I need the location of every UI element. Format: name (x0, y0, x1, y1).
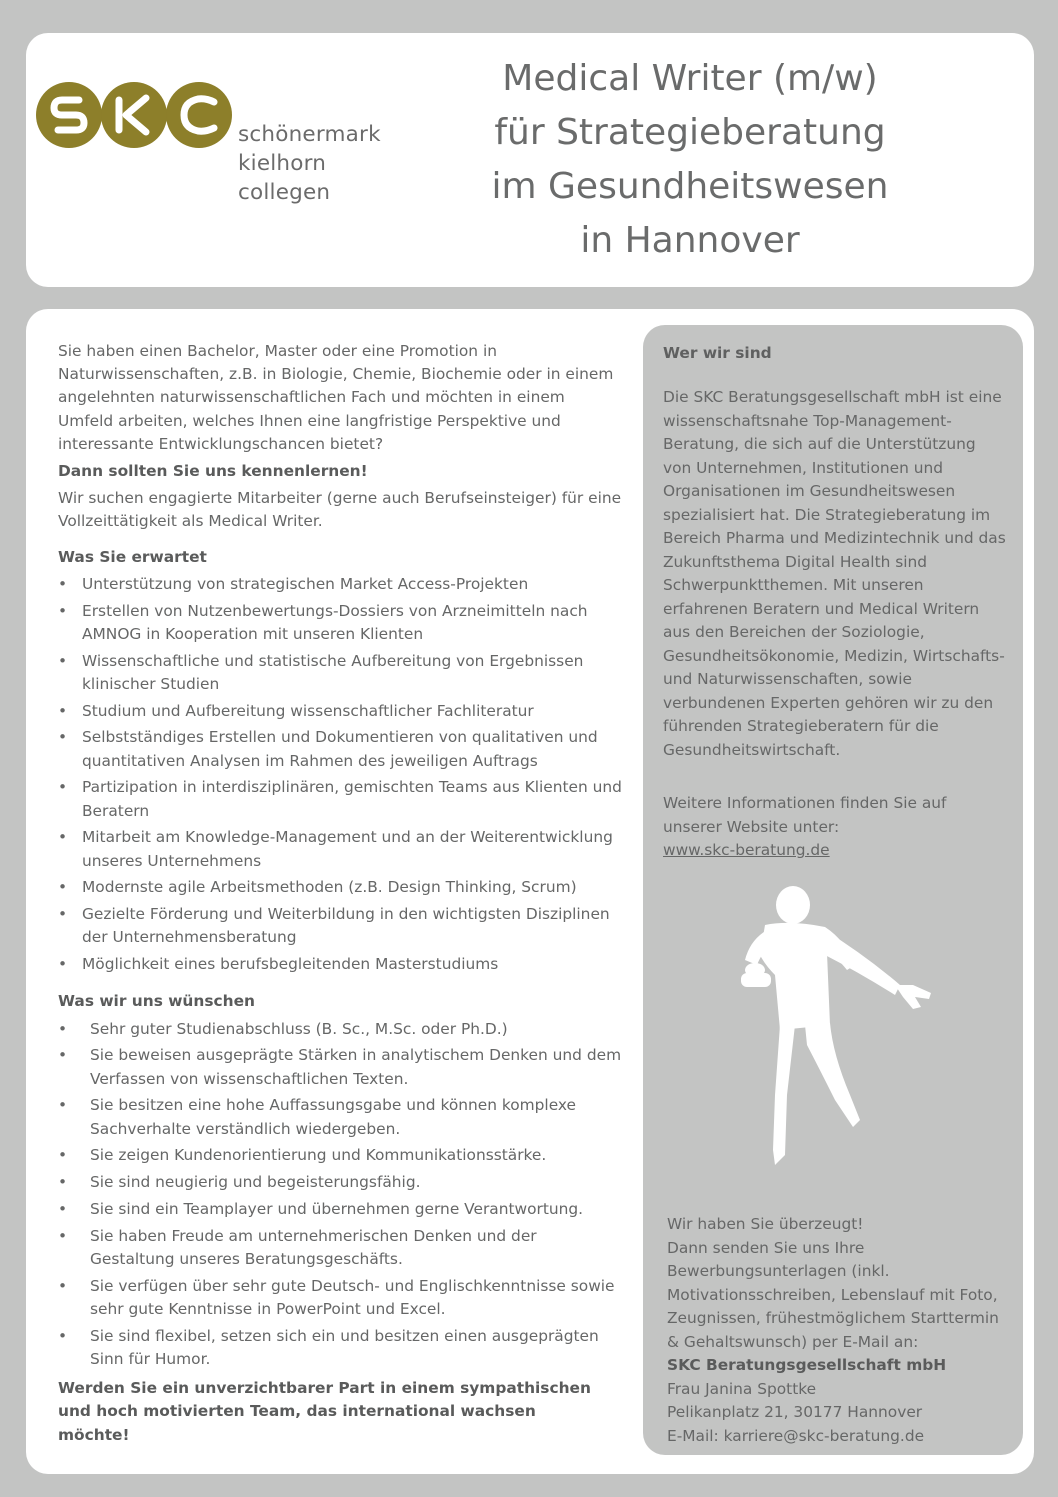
job-title (470, 52, 910, 268)
contact-person: Frau Janina Spottke (667, 1379, 817, 1398)
list-item: • Sehr guter Studienabschluss (B. Sc., M.Sc. oder Ph.D.) (58, 1018, 623, 1041)
list-item: • Wissenschaftliche und statistische Aufbereitung von Ergebnissen klinischer Studien (58, 650, 623, 696)
intro-text: Sie haben einen Bachelor, Master oder eine Promotion in Naturwissenschaften, z.B. in Biologie, Chemie, Biochemie oder in einem angelehnten naturwissenschaftlichen Fach und möchten in einem Umfeld arbeiten, welches Ihnen eine langfristige Perspektive und interessante Entwicklungschancen bietet? (58, 342, 614, 453)
list-item: • Sie verfügen über sehr gute Deutsch- und Englischkenntnisse sowie sehr gute Kenntnisse in PowerPoint und Excel. (58, 1275, 623, 1321)
sidebar-heading: Wer wir sind (663, 344, 772, 362)
contact-block (667, 1213, 1012, 1448)
title-line-2: für Strategieberatung (494, 112, 886, 153)
logo-line-1: schönermark (238, 122, 381, 147)
contact-intro-1: Wir haben Sie überzeugt! (667, 1215, 864, 1233)
list-item: • Studium und Aufbereitung wissenschaftlicher Fachliteratur (58, 700, 623, 723)
list-item: • Möglichkeit eines berufsbegleitenden Masterstudiums (58, 953, 623, 976)
list-item: • Partizipation in interdisziplinären, gemischten Teams aus Klienten und Beratern (58, 776, 623, 822)
expect-heading: Was Sie erwartet (58, 547, 207, 566)
title-line-3: im Gesundheitswesen (491, 166, 889, 207)
list-item: • Sie sind flexibel, setzen sich ein und besitzen einen ausgeprägten Sinn für Humor. (58, 1325, 623, 1371)
skc-logo (34, 80, 234, 150)
list-item: • Sie sind neugierig und begeisterungsfähig. (58, 1171, 623, 1194)
contact-company: SKC Beratungsgesellschaft mbH (667, 1356, 947, 1374)
cta-text: Dann sollten Sie uns kennenlernen! (58, 462, 368, 481)
list-item: • Sie sind ein Teamplayer und übernehmen gerne Verantwortung. (58, 1198, 623, 1221)
website-link[interactable]: www.skc-beratung.de (663, 841, 830, 859)
info-text: Weitere Informationen finden Sie auf unserer Website unter: (663, 794, 947, 836)
list-item: • Modernste agile Arbeitsmethoden (z.B. Design Thinking, Scrum) (58, 876, 623, 899)
list-item: • Unterstützung von strategischen Market Access-Projekten (58, 573, 623, 596)
contact-email[interactable]: E-Mail: karriere@skc-beratung.de (667, 1426, 925, 1445)
logo-line-3: collegen (238, 180, 331, 205)
contact-intro-2: Dann senden Sie uns Ihre Bewerbungsunterlagen (inkl. Motivationsschreiben, Lebenslauf mit Foto, Zeugnissen, frühestmöglichem Starttermin & Gehaltswunsch) per E-Mail an: (667, 1238, 999, 1351)
closing-text: Werden Sie ein unverzichtbarer Part in einem sympathischen und hoch motivierten Team, das international wachsen möchte! (58, 1379, 591, 1444)
list-item: • Sie haben Freude am unternehmerischen Denken und der Gestaltung unseres Beratungsgeschäfts. (58, 1225, 623, 1271)
sidebar-info (663, 792, 1008, 863)
sidebar-body (663, 386, 1008, 762)
list-item: • Mitarbeit am Knowledge-Management und an der Weiterentwicklung unseres Unternehmens (58, 826, 623, 872)
sidebar-about: Die SKC Beratungsgesellschaft mbH ist eine wissenschaftsnahe Top-Management-Beratung, die sich auf die Unterstützung von Unternehmen, Institutionen und Organisationen im Gesundheitswesen spezialisiert hat. Die Strategieberatung im Bereich Pharma und Medizintechnik und das Zukunftsthema Digital Health sind Schwerpunktthemen. Mit unseren erfahrenen Beratern und Medical Writern aus den Bereichen der Soziologie, Gesundheitsökonomie, Medizin, Wirtschafts- und Naturwissenschaften, sowie verbundenen Experten gehören wir zu den führenden Strategieberatern für die Gesundheitswirtschaft. (663, 388, 1006, 759)
binoculars-man-silhouette-icon (735, 885, 935, 1170)
search-text: Wir suchen engagierte Mitarbeiter (gerne auch Berufseinsteiger) für eine Vollzeittätigkeit als Medical Writer. (58, 489, 622, 531)
logo-line-2: kielhorn (238, 151, 327, 176)
left-column (58, 340, 623, 1447)
list-item: • Sie zeigen Kundenorientierung und Kommunikationsstärke. (58, 1144, 623, 1167)
list-item: • Gezielte Förderung und Weiterbildung in den wichtigsten Disziplinen der Unternehmensberatung (58, 903, 623, 949)
wish-heading: Was wir uns wünschen (58, 992, 255, 1011)
contact-address: Pelikanplatz 21, 30177 Hannover (667, 1403, 923, 1421)
title-line-4: in Hannover (580, 220, 800, 261)
list-item: • Erstellen von Nutzenbewertungs-Dossiers von Arzneimitteln nach AMNOG in Kooperation mit unseren Klienten (58, 600, 623, 646)
wish-list (58, 1018, 623, 1372)
expect-list (58, 573, 623, 977)
title-line-1: Medical Writer (m/w) (502, 58, 878, 99)
list-item: • Sie besitzen eine hohe Auffassungsgabe und können komplexe Sachverhalte verständlich wiedergeben. (58, 1094, 623, 1140)
list-item: • Sie beweisen ausgeprägte Stärken in analytischem Denken und dem Verfassen von wissenschaftlichen Texten. (58, 1044, 623, 1090)
list-item: • Selbstständiges Erstellen und Dokumentieren von qualitativen und quantitativen Analysen im Rahmen des jeweiligen Auftrags (58, 726, 623, 772)
logo-wordmark (238, 120, 381, 207)
